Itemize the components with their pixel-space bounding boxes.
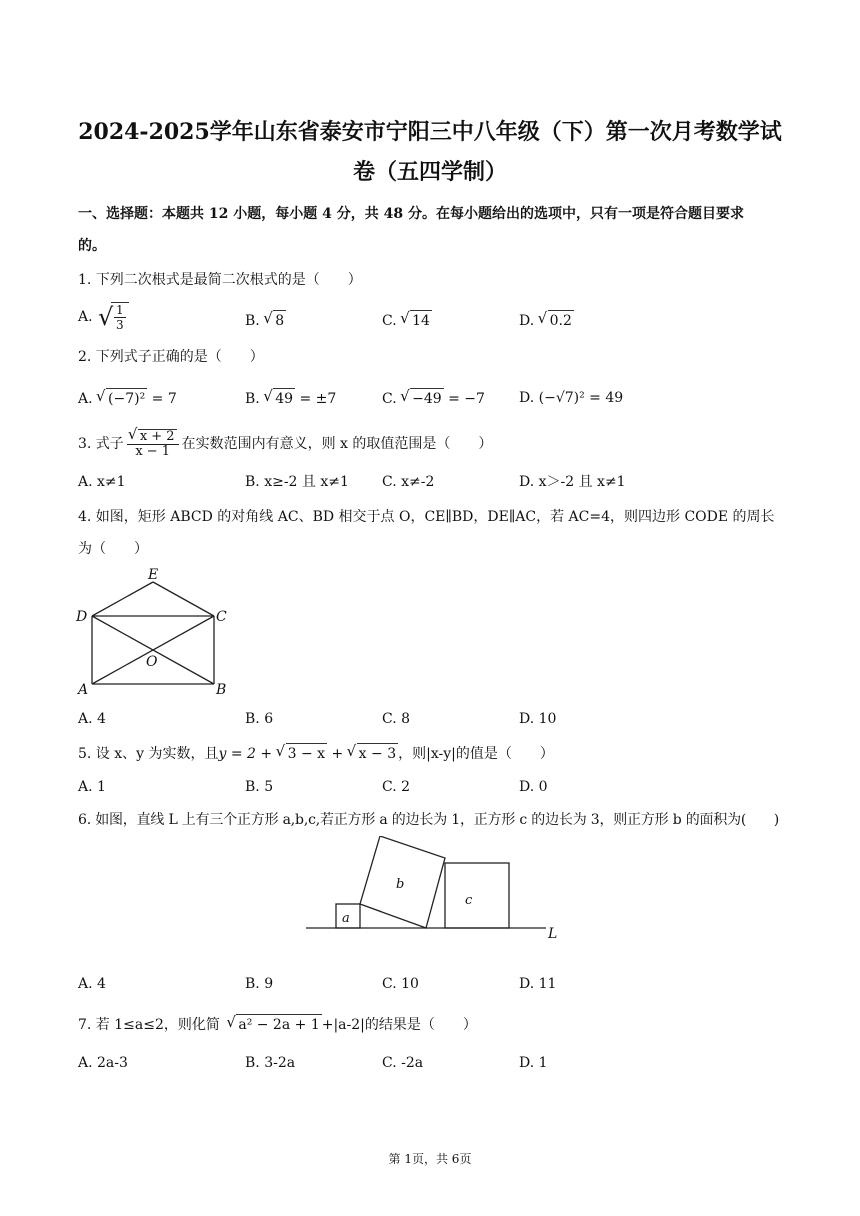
q1-a-prefix: A. xyxy=(78,309,93,325)
q5-stem-pre: 5. 设 x、y 为实数，且 xyxy=(78,746,219,762)
label-b: b xyxy=(396,877,405,892)
q2-option-a xyxy=(78,388,177,409)
q4-option-c: C. 8 xyxy=(382,711,411,727)
q1-d-prefix: D. xyxy=(519,313,535,329)
question-4-stem: 4. 如图，矩形 ABCD 的对角线 AC、BD 相交于点 O，CE∥BD，DE∥AC，若 AC=4，则四边形 CODE 的周长 xyxy=(78,509,775,525)
q3-numerator: √ x + 2 xyxy=(138,429,177,444)
q2-d-prefix: D. xyxy=(519,390,535,406)
question-6-stem: 6. 如图，直线 L 上有三个正方形 a,b,c,若正方形 a 的边长为 1，正方形 c 的边长为 3，则正方形 b 的面积为( ) xyxy=(78,812,780,828)
q5-radical-2: √ x − 3 xyxy=(357,743,398,764)
q5-option-c: C. 2 xyxy=(382,779,411,795)
q3-option-c: C. x≠-2 xyxy=(382,474,435,490)
label-b: B xyxy=(216,682,227,698)
question-3-stem xyxy=(78,424,492,464)
question-2-stem: 2. 下列式子正确的是（ ） xyxy=(78,349,264,365)
q5-option-d: D. 0 xyxy=(519,779,548,795)
section-header: 一、选择题：本题共 12 小题，每小题 4 分，共 48 分。在每小题给出的选项中，只有一项是符合题目要求 xyxy=(78,206,744,222)
edge-ce xyxy=(153,582,214,616)
q3-stem-pre: 3. 式子 xyxy=(78,436,124,452)
section-header-cont: 的。 xyxy=(78,238,106,254)
q7-option-c: C. -2a xyxy=(382,1055,424,1071)
q1-a-radical: √ $\frac{1}{3}$ xyxy=(111,302,129,332)
question-1-stem: 1. 下列二次根式是最简二次根式的是（ ） xyxy=(78,272,362,288)
q5-y-part: y = 2 + xyxy=(218,746,277,762)
q1-c-prefix: C. xyxy=(382,313,397,329)
q2-b-radicand: √ 49 xyxy=(273,388,295,409)
q7-option-a: A. 2a-3 xyxy=(78,1055,128,1071)
label-e: E xyxy=(148,567,159,583)
q1-option-c xyxy=(382,310,432,331)
q3-stem-post: 在实数范围内有意义，则 x 的取值范围是（ ） xyxy=(181,436,493,452)
label-a: A xyxy=(78,682,89,698)
q3-option-b: B. x≥-2 且 x≠1 xyxy=(245,474,349,490)
q2-c-radicand: √ −49 xyxy=(410,388,444,409)
q2-b-prefix: B. xyxy=(245,391,260,407)
label-c: c xyxy=(465,893,473,908)
page-title-line2: 卷（五四学制） xyxy=(352,159,507,185)
q7-stem-pre: 7. 若 1≤a≤2，则化简 xyxy=(78,1017,220,1033)
q2-option-b xyxy=(245,388,336,409)
q2-c-rest: = −7 xyxy=(443,391,485,407)
q2-a-radicand: √ (−7)² xyxy=(106,388,147,409)
q1-b-radicand: √ 8 xyxy=(273,310,286,331)
q6-option-c: C. 10 xyxy=(382,976,419,992)
q5-stem-post: ，则|x-y|的值是（ ） xyxy=(398,746,554,762)
q2-option-c xyxy=(382,388,485,409)
page-title-line1: 2024-2025学年山东省泰安市宁阳三中八年级（下）第一次月考数学试 xyxy=(78,119,782,145)
q5-plus: + xyxy=(327,746,348,762)
q1-option-b xyxy=(245,310,286,331)
q6-option-d: D. 11 xyxy=(519,976,557,992)
label-o: O xyxy=(146,654,158,670)
q2-d-expr: (−√7)² = 49 xyxy=(538,390,624,406)
q1-d-radicand: √ 0.2 xyxy=(548,310,574,331)
q7-option-b: B. 3-2a xyxy=(245,1055,296,1071)
squares-on-line-figure xyxy=(300,836,570,946)
q6-option-b: B. 9 xyxy=(245,976,274,992)
q4-option-d: D. 10 xyxy=(519,711,557,727)
label-c: C xyxy=(216,609,227,625)
q7-radicand: √ a² − 2a + 1 xyxy=(236,1014,321,1035)
q1-b-prefix: B. xyxy=(245,313,260,329)
q1-option-d xyxy=(519,310,574,331)
q5-option-b: B. 5 xyxy=(245,779,274,795)
q5-radical-1: √ 3 − x xyxy=(286,743,327,764)
q2-b-rest: = ±7 xyxy=(295,391,337,407)
rectangle-figure xyxy=(70,564,240,699)
edge-de xyxy=(92,582,153,616)
question-7-stem xyxy=(78,1014,477,1035)
q5-option-a: A. 1 xyxy=(78,779,106,795)
q3-option-d: D. x＞-2 且 x≠1 xyxy=(519,474,626,490)
q2-a-rest: = 7 xyxy=(147,391,177,407)
square-c xyxy=(445,863,509,928)
question-4-stem-cont: 为（ ） xyxy=(78,541,148,557)
q6-option-a: A. 4 xyxy=(78,976,106,992)
label-l: L xyxy=(548,926,558,942)
q1-a-den: 3 xyxy=(116,318,124,332)
q2-c-prefix: C. xyxy=(382,391,397,407)
q2-a-prefix: A. xyxy=(78,391,93,407)
q3-denominator: x − 1 xyxy=(135,444,171,459)
q1-a-num: 1 xyxy=(116,303,124,317)
page-footer: 第 1页，共 6页 xyxy=(388,1152,472,1166)
q2-option-d xyxy=(519,388,623,408)
label-a: a xyxy=(342,911,350,926)
q7-option-d: D. 1 xyxy=(519,1055,548,1071)
q7-stem-post: +|a-2|的结果是（ ） xyxy=(321,1017,477,1033)
q1-c-radicand: √ 14 xyxy=(410,310,432,331)
q3-option-a: A. x≠1 xyxy=(78,474,126,490)
label-d: D xyxy=(76,609,88,625)
q4-option-a: A. 4 xyxy=(78,711,106,727)
question-5-stem xyxy=(78,743,554,764)
q4-option-b: B. 6 xyxy=(245,711,274,727)
q1-option-a xyxy=(78,302,129,336)
